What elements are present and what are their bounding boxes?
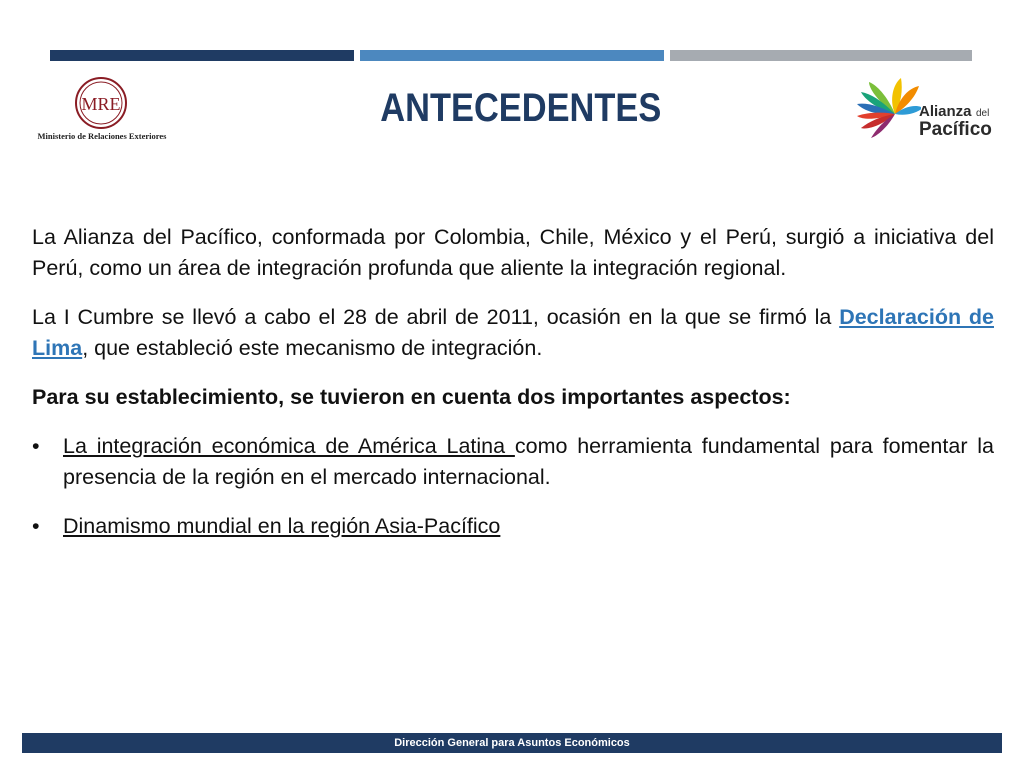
page-title: ANTECEDENTES — [380, 86, 662, 130]
alianza-wordmark — [919, 104, 992, 138]
mre-seal-icon — [74, 76, 128, 130]
list-item — [32, 431, 994, 493]
alianza-flower-icon — [855, 74, 921, 142]
bullet-rest-text: como herramienta fundamental para fomentar la presencia de la región en el mercado internacional. — [63, 434, 994, 489]
bullet-underlined-text: La integración económica de América Latina — [63, 434, 515, 458]
aspects-list — [32, 431, 994, 542]
cumbre-text-before: La I Cumbre se llevó a cabo el 28 de abril de 2011, ocasión en la que se firmó la — [32, 305, 840, 329]
footer-bar: Dirección General para Asuntos Económicos — [22, 733, 1002, 753]
list-item — [32, 511, 994, 542]
declaracion-de-lima-link[interactable]: Declaración de Lima — [32, 305, 994, 360]
bullet-underlined-text: Dinamismo mundial en la región Asia-Pacífico — [63, 514, 501, 538]
alianza-word: Alianza — [919, 103, 972, 120]
del-word: del — [975, 108, 990, 119]
mre-seal-text: MRE — [81, 94, 121, 114]
header-bar-gray — [670, 50, 972, 61]
paragraph-intro: La Alianza del Pacífico, conformada por Colombia, Chile, México y el Perú, surgió a iniciativa del Perú, como un área de integración profunda que aliente la integración regional. — [32, 225, 994, 280]
cumbre-text-after: , que estableció este mecanismo de integración. — [82, 336, 543, 360]
header-bar-navy — [50, 50, 354, 61]
alianza-pacifico-logo — [855, 74, 1000, 146]
paragraph-aspects-heading: Para su establecimiento, se tuvieron en cuenta dos importantes aspectos: — [32, 385, 791, 409]
mre-caption: Ministerio de Relaciones Exteriores — [37, 131, 167, 141]
bullet-icon: • — [32, 514, 40, 538]
mre-logo — [22, 76, 182, 144]
slide-body — [32, 222, 994, 542]
header-bar-blue — [360, 50, 664, 61]
pacifico-word: Pacífico — [919, 119, 992, 140]
bullet-icon: • — [32, 434, 40, 458]
paragraph-cumbre — [32, 302, 994, 364]
